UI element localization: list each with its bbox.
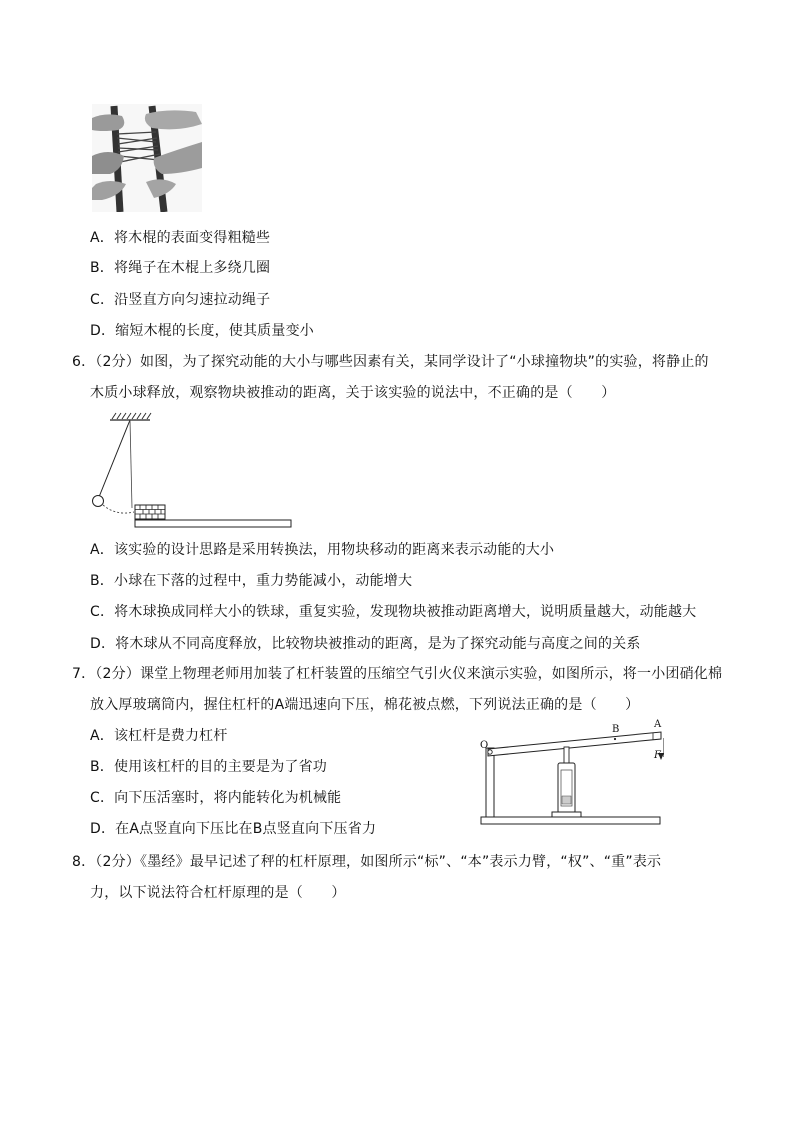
q8-stem-line2: 力，以下说法符合杠杆原理的是（ ） [90, 885, 346, 901]
q6-option-a: A．该实验的设计思路是采用转换法，用物块移动的距离来表示动能的大小 [90, 542, 555, 558]
q7-stem-line1: 7．（2分）课堂上物理老师用加装了杠杆装置的压缩空气引火仪来演示实验，如图所示，将一小团硝化棉 [72, 666, 723, 682]
q8-stem-line1: 8．（2分）《墨经》最早记述了秤的杠杆原理，如图所示“标”、“本”表示力臂，“权”、“重”表示 [72, 854, 662, 870]
q6-option-b: B．小球在下落的过程中，重力势能减小，动能增大 [90, 573, 413, 589]
q7-option-a: A．该杠杆是费力杠杆 [90, 728, 228, 744]
lever-igniter-figure [478, 719, 664, 830]
figure-label-b: B [612, 724, 620, 735]
q7-option-c: C．向下压活塞时，将内能转化为机械能 [90, 790, 342, 806]
q7-option-b: B．使用该杠杆的目的主要是为了省功 [90, 759, 328, 775]
q5-option-d: D．缩短木棍的长度，使其质量变小 [90, 323, 314, 339]
q5-option-c: C．沿竖直方向匀速拉动绳子 [90, 292, 271, 308]
figure-label-f: F [654, 750, 661, 761]
q5-option-a: A．将木棍的表面变得粗糙些 [90, 230, 271, 246]
q7-option-d: D．在A点竖直向下压比在B点竖直向下压省力 [90, 821, 377, 837]
q5-option-b: B．将绳子在木棍上多绕几圈 [90, 260, 271, 276]
q7-stem-line2: 放入厚玻璃筒内，握住杠杆的A端迅速向下压，棉花被点燃，下列说法正确的是（ ） [90, 697, 640, 713]
hands-rope-sticks-photo [92, 104, 202, 212]
pendulum-block-figure [88, 408, 298, 534]
q6-option-c: C．将木球换成同样大小的铁球，重复实验，发现物块被推动距离增大，说明质量越大，动能越大 [90, 604, 697, 620]
figure-label-o: O [480, 740, 489, 751]
q6-stem-line1: 6．（2分）如图，为了探究动能的大小与哪些因素有关，某同学设计了“小球撞物块”的实验，将静止的 [72, 354, 709, 370]
q6-option-d: D．将木球从不同高度释放，比较物块被推动的距离，是为了探究动能与高度之间的关系 [90, 636, 641, 652]
q6-stem-line2: 木质小球释放，观察物块被推动的距离，关于该实验的说法中，不正确的是（ ） [90, 385, 616, 401]
figure-label-a: A [654, 719, 662, 730]
